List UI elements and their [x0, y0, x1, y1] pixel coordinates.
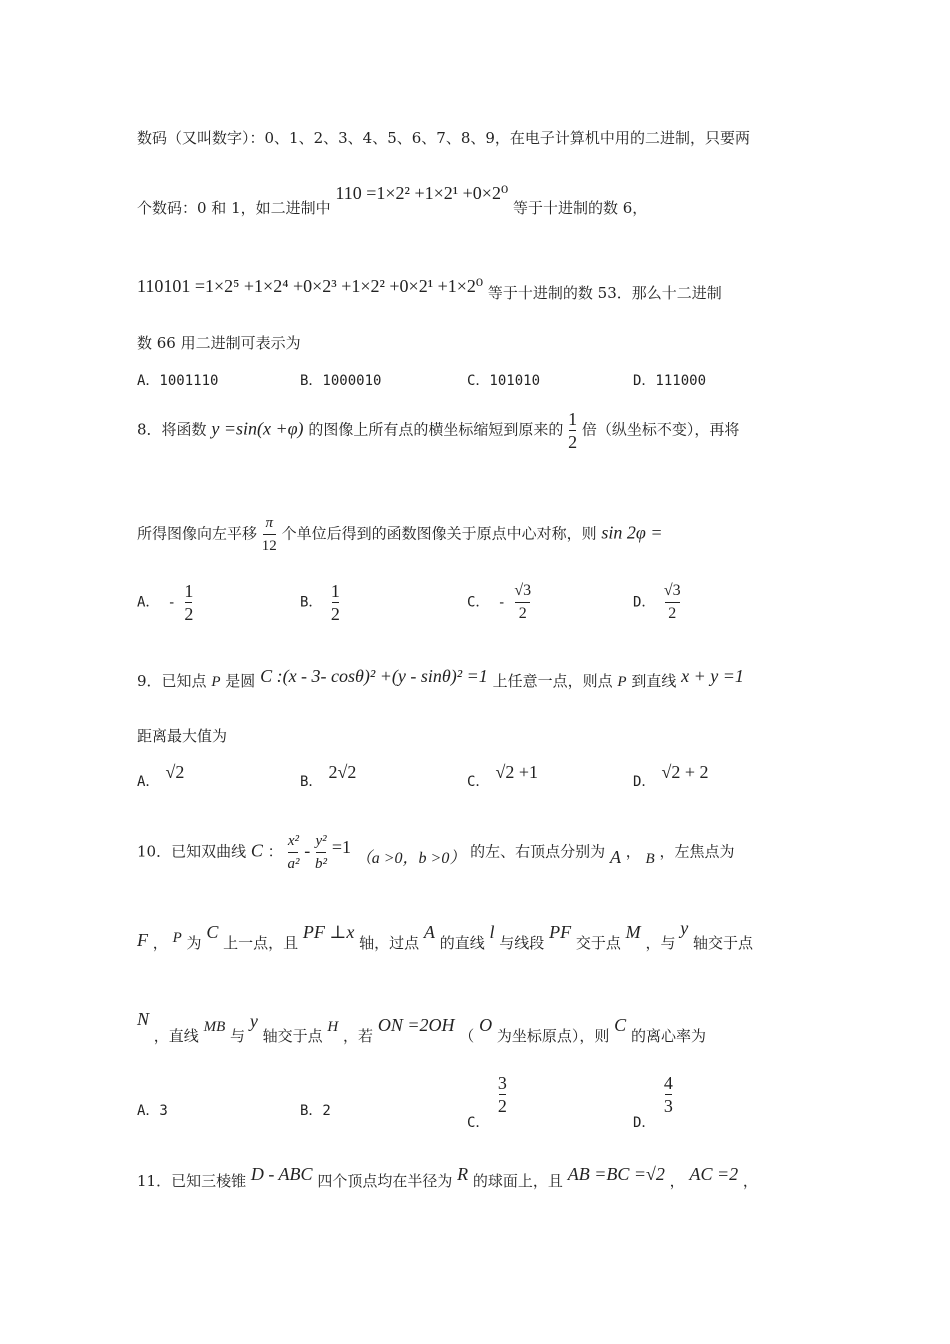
q8-fraction-half: $\frac{1}{2}$ — [568, 409, 578, 452]
q9-number: 9．已知点 — [137, 672, 207, 690]
q8-option-c-fraction: $\frac{√3}{2}$ — [514, 582, 532, 622]
intro-line-2-text: 个数码：0 和 1，如二进制中 — [137, 199, 331, 217]
q10-line-mb: MB — [203, 1019, 226, 1035]
q10-point-m: M — [625, 922, 641, 942]
q10-line-l: l — [489, 922, 495, 942]
q10-condition: （a >0，b >0） — [355, 849, 466, 867]
q8-text-2: 倍（纵坐标不变），再将 — [581, 420, 740, 439]
q9-option-c[interactable]: C． √2 +1 — [467, 762, 538, 790]
q10-point-a: A — [423, 922, 435, 942]
q10-point-h: H — [327, 1019, 339, 1035]
binary-110-formula: 110 =1×2² +1×2¹ +0×2⁰ — [335, 183, 509, 203]
q8-sin2phi: sin 2φ = — [601, 522, 663, 543]
q9-circle-equation: C :(x - 3- cosθ)² +(y - sinθ)² =1 — [260, 666, 488, 686]
q10-vertex-b: B — [645, 850, 655, 867]
q8-line-2 — [137, 512, 663, 557]
q8-option-b[interactable]: B． $\frac{1}{2}$ — [300, 581, 340, 624]
q9-text-3: 到直线 — [631, 672, 677, 690]
q8-option-a[interactable]: A． - $\frac{1}{2}$ — [137, 581, 194, 624]
q11-number: 11．已知三棱锥 — [137, 1172, 247, 1190]
q10-line-3: N ，直线 MB 与 y 轴交于点 H ，若 ON =2OH （ O 为坐标原点），则 C 的离心率为 — [137, 1009, 706, 1045]
q11-ac: AC =2 — [689, 1164, 739, 1184]
q10-text-1: 的左、右顶点分别为 — [470, 842, 606, 861]
q10-origin-o: O — [479, 1015, 493, 1035]
q9-option-b[interactable]: B． 2√2 — [300, 762, 357, 790]
q9-text-1: 是圆 — [225, 672, 256, 690]
q10-option-d-fraction: $\frac{4}{3}$ — [663, 1073, 673, 1116]
q11-ab-bc: AB =BC =√2 — [567, 1164, 665, 1184]
q10-option-d[interactable]: D． $\frac{4}{3}$ — [633, 1073, 673, 1131]
q7-option-c[interactable]: C．101010 — [467, 373, 541, 389]
q8-text-4: 个单位后得到的函数图像关于原点中心对称，则 — [281, 524, 597, 543]
q9-line-equation: x + y =1 — [681, 666, 744, 686]
q10-segment-pf: PF — [549, 922, 572, 942]
q10-line-1 — [137, 830, 734, 875]
q7-option-d[interactable]: D．111000 — [633, 373, 707, 389]
q9-point-p-2: P — [617, 674, 627, 690]
intro-line-2 — [137, 183, 648, 218]
q9-text-2: 上任意一点，则点 — [492, 672, 613, 690]
q8-fraction-pi-12: $\frac{\pi}{12}$ — [261, 515, 277, 554]
q10-point-p: P — [172, 930, 182, 946]
q11-text-1: 四个顶点均在半径为 — [317, 1172, 453, 1190]
q10-y-axis: y — [680, 918, 689, 938]
q8-option-c[interactable]: C． - $\frac{√3}{2}$ — [467, 580, 531, 625]
q10-colon: ： — [267, 842, 283, 861]
q10-minus: - — [304, 840, 311, 861]
q8-text-3: 所得图像向左平移 — [137, 524, 258, 543]
q7-option-a[interactable]: A．1001110 — [137, 373, 219, 389]
intro-line-3 — [137, 276, 722, 303]
q7-option-b[interactable]: B．1000010 — [300, 373, 382, 389]
q9-option-a[interactable]: A． √2 — [137, 762, 185, 790]
q10-c-2: C — [614, 1015, 627, 1035]
q11-pyramid: D - ABC — [250, 1164, 313, 1184]
q10-comma: ， — [625, 842, 641, 861]
q9-option-d[interactable]: D． √2 + 2 — [633, 762, 709, 790]
q11-text-2: 的球面上，且 — [472, 1172, 563, 1190]
q10-number: 10．已知双曲线 — [137, 842, 247, 861]
intro-line-2-tail: 等于十进制的数 6， — [512, 199, 648, 217]
q9-point-p: P — [211, 674, 221, 690]
q10-option-b[interactable]: B．2 — [300, 1103, 331, 1119]
q8-function: y =sin(x +φ) — [211, 418, 304, 439]
q10-line-2: F ， P 为 C 上一点，且 PF ⊥x 轴，过点 A 的直线 l 与线段 PF 交于点 M ，与 y 轴交于点 — [137, 918, 754, 952]
q11-comma-1: ， — [669, 1172, 685, 1190]
q10-c: C — [206, 922, 219, 942]
q11-radius-r: R — [457, 1164, 469, 1184]
q10-focus-f: F — [137, 930, 148, 950]
q11-line-1 — [137, 1164, 758, 1191]
q10-y-axis-2: y — [249, 1011, 258, 1031]
q8-line-1 — [137, 408, 739, 453]
q9-line-2: 距离最大值为 — [137, 727, 228, 745]
intro-line-3-tail: 等于十进制的数 53．那么十二进制 — [487, 284, 722, 302]
q10-fraction-y: $\frac{\text{y²}}{\text{b²}}$ — [315, 833, 328, 872]
q10-option-c[interactable]: C． $\frac{3}{2}$ — [467, 1073, 507, 1131]
q10-point-n: N — [137, 1009, 150, 1029]
q10-text-2: ，左焦点为 — [659, 842, 735, 861]
q10-vertex-a: A — [609, 846, 621, 867]
q10-hyperbola-c: C — [250, 840, 263, 861]
q10-option-c-fraction: $\frac{3}{2}$ — [497, 1073, 507, 1116]
q10-fraction-x: $\frac{\text{x²}}{\text{a²}}$ — [287, 833, 300, 872]
q8-option-a-fraction: $\frac{1}{2}$ — [184, 581, 194, 624]
q8-option-b-fraction: $\frac{1}{2}$ — [330, 581, 340, 624]
q9-line-1 — [137, 666, 744, 692]
q10-equals-one: =1 — [331, 836, 351, 857]
intro-line-1: 数码（又叫数字）：0、1、2、3、4、5、6、7、8、9，在电子计算机中用的二进制，只要两 — [137, 129, 750, 147]
q10-on-2oh: ON =2OH — [377, 1015, 455, 1035]
q8-text-1: 的图像上所有点的横坐标缩短到原来的 — [308, 420, 564, 439]
q11-comma-2: ， — [742, 1172, 758, 1190]
q10-pf-perp-x: PF ⊥x — [302, 922, 355, 942]
binary-110101-formula: 110101 =1×2⁵ +1×2⁴ +0×2³ +1×2² +0×2¹ +1×2⁰ — [137, 276, 484, 296]
q8-option-d[interactable]: D． $\frac{√3}{2}$ — [633, 580, 681, 625]
q8-number: 8．将函数 — [137, 420, 207, 439]
intro-line-4: 数 66 用二进制可表示为 — [137, 334, 301, 352]
q10-option-a[interactable]: A．3 — [137, 1103, 168, 1119]
q8-option-d-fraction: $\frac{√3}{2}$ — [663, 582, 681, 622]
